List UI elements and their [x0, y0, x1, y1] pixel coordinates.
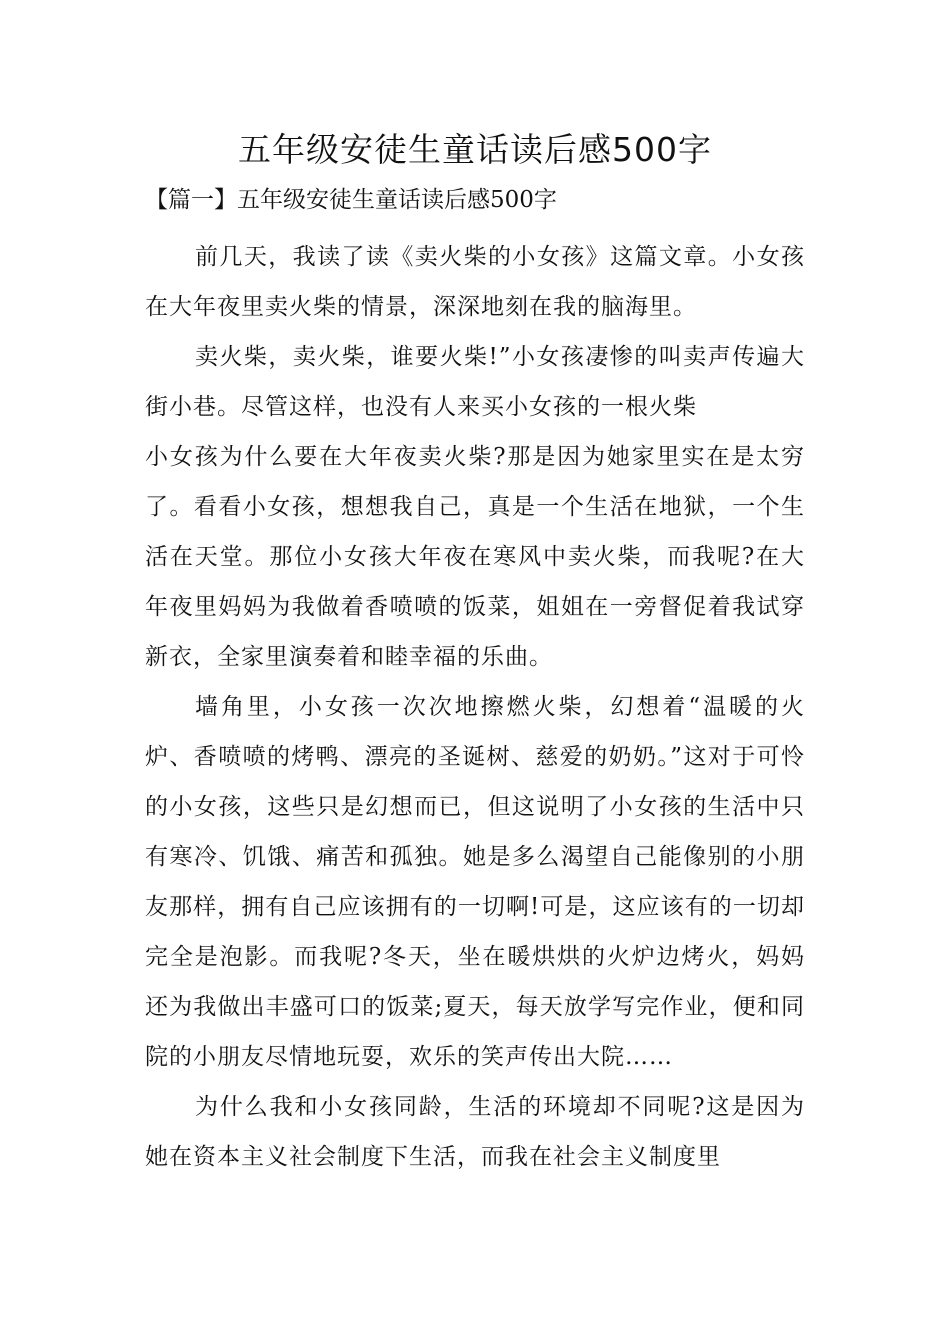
- document-title: 五年级安徒生童话读后感500字: [238, 130, 712, 169]
- paragraph-3: 小女孩为什么要在大年夜卖火柴?那是因为她家里实在是太穷了。看看小女孩，想想我自己，真是一个生活在地狱，一个生活在天堂。那位小女孩大年夜在寒风中卖火柴，而我呢?在大年夜里妈妈为我做着香喷喷的饭菜，姐姐在一旁督促着我试穿新衣，全家里演奏着和睦幸福的乐曲。: [145, 444, 805, 670]
- paragraph-1: 前几天，我读了读《卖火柴的小女孩》这篇文章。小女孩在大年夜里卖火柴的情景，深深地刻在我的脑海里。: [145, 244, 805, 320]
- paragraph-2: 卖火柴，卖火柴，谁要火柴!”小女孩凄惨的叫卖声传遍大街小巷。尽管这样，也没有人来买小女孩的一根火柴: [145, 344, 805, 420]
- paragraph-4: 墙角里，小女孩一次次地擦燃火柴，幻想着“温暖的火炉、香喷喷的烤鸭、漂亮的圣诞树、慈爱的奶奶。”这对于可怜的小女孩，这些只是幻想而已，但这说明了小女孩的生活中只有寒冷、饥饿、痛苦和孤独。她是多么渴望自己能像别的小朋友那样，拥有自己应该拥有的一切啊!可是，这应该有的一切却完全是泡影。而我呢?冬天，坐在暖烘烘的火炉边烤火，妈妈还为我做出丰盛可口的饭菜;夏天，每天放学写完作业，便和同院的小朋友尽情地玩耍，欢乐的笑声传出大院……: [145, 694, 805, 1070]
- article-body: [145, 232, 805, 1182]
- section-heading: 【篇一】五年级安徒生童话读后感500字: [145, 187, 557, 213]
- paragraph-5: 为什么我和小女孩同龄，生活的环境却不同呢?这是因为她在资本主义社会制度下生活，而我在社会主义制度里: [145, 1094, 805, 1170]
